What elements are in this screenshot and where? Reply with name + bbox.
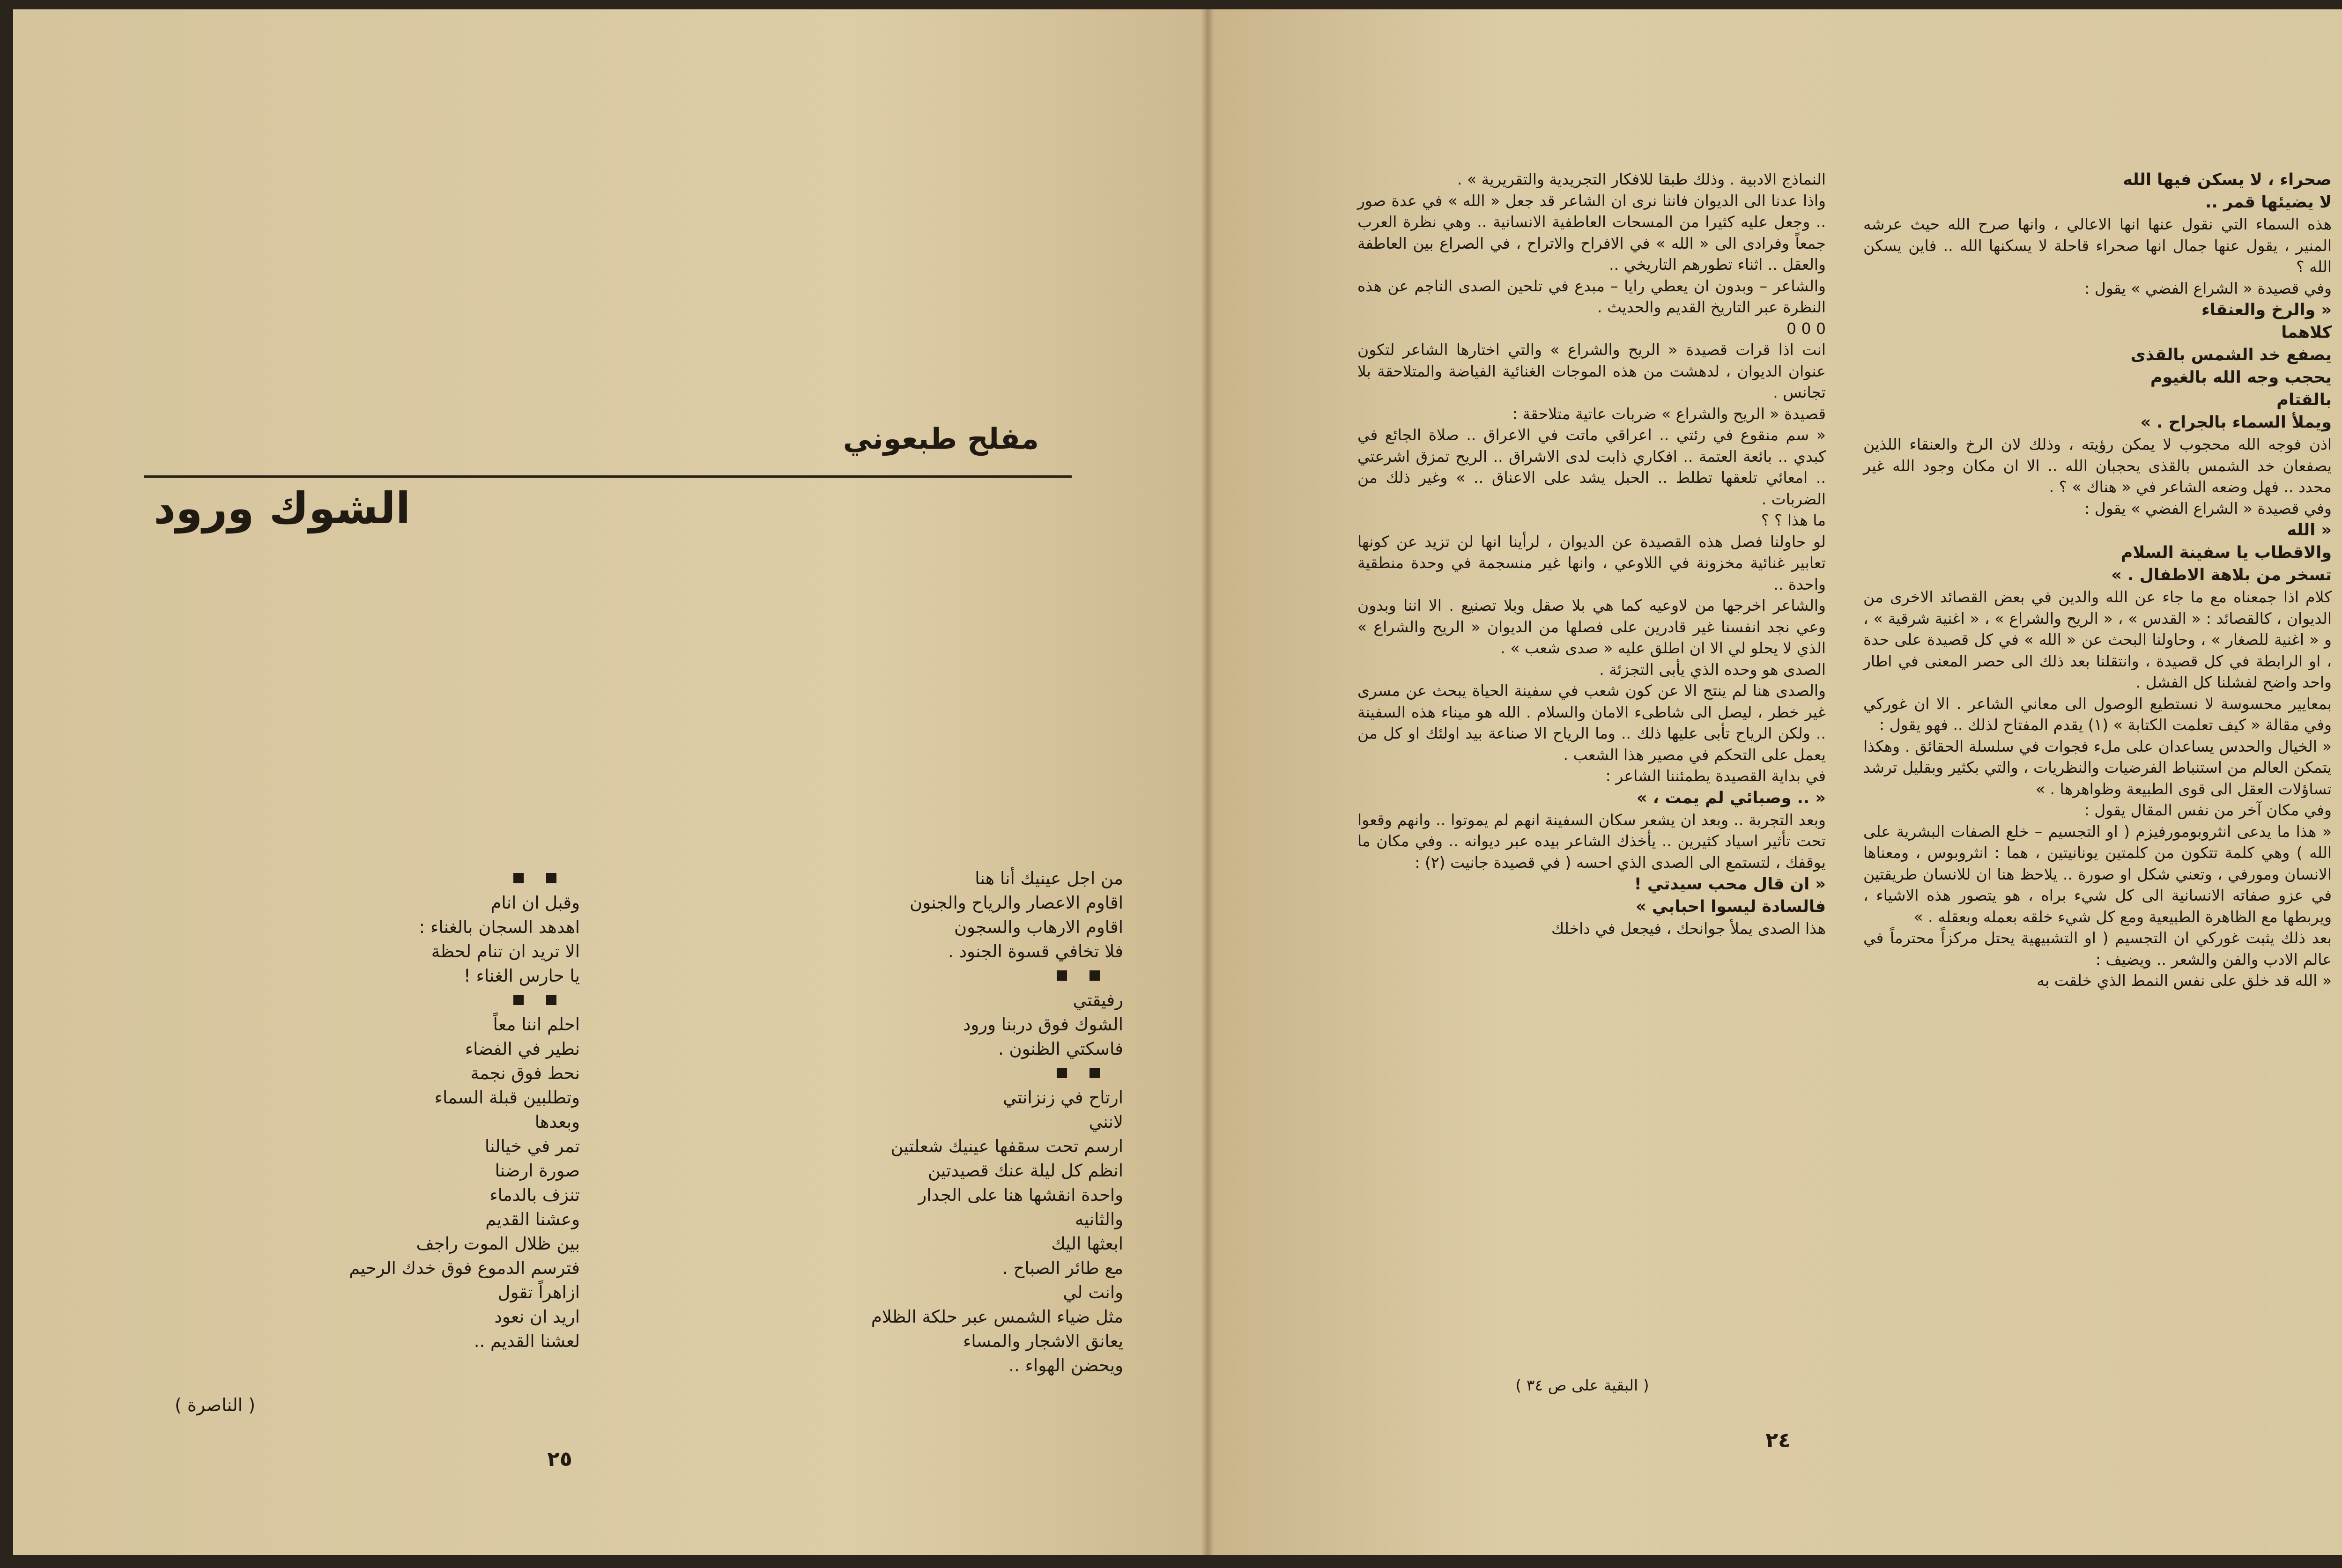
poem-column-left: [215, 866, 580, 1354]
article-paragraph: لو حاولنا فصل هذه القصيدة عن الديوان ، لرأينا انها لن تزيد عن كونها تعابير غنائية مخزونة في اللاوعي ، وانها غير منسجمة في وحدة منطقية واحدة ..: [1357, 532, 1826, 593]
article-paragraph: وفي مكان آخر من نفس المقال يقول :: [2084, 801, 2332, 819]
article-paragraph: بعد ذلك يثبت غوركي ان التجسيم ( او التشبيهية يحتل مركزاً محترماً في عالم الادب والفن والشعر .. ويضيف :: [1863, 929, 2332, 969]
article-column-left: [1357, 169, 1826, 939]
article-paragraph: قصيدة « الريح والشراع » ضربات عاتية متلاحقة :: [1512, 404, 1826, 423]
article-paragraph: انت اذا قرات قصيدة « الريح والشراع » والتي اختارها الشاعر لتكون عنوان الديوان ، لدهشت من هذه الموجات الغنائية الفياضة والمتلاحقة بلا تجانس .: [1357, 340, 1826, 401]
poem-line: تنزف بالدماء: [489, 1185, 580, 1205]
article-paragraph: « الله قد خلق على نفس النمط الذي خلقت به: [2037, 971, 2332, 990]
poem-line: لانني: [1089, 1112, 1123, 1132]
right-page: [1208, 9, 2342, 1555]
poem-line: لعشنا القديم ..: [474, 1331, 580, 1351]
page-number-left: ٢٥: [547, 1447, 572, 1471]
continued-note: ( البقية على ص ٣٤ ): [1515, 1376, 1649, 1394]
quoted-verse-line: تسخر من بلاهة الاطفال . »: [2111, 566, 2332, 584]
poem-line: انظم كل ليلة عنك قصيدتين: [927, 1161, 1123, 1181]
poem-line: وقبل ان انام: [490, 893, 580, 913]
magazine-spread: [13, 9, 2342, 1555]
article-paragraph: الصدى هو وحده الذي يأبى التجزئة .: [1599, 660, 1826, 679]
poem-line: صورة ارضنا: [495, 1161, 580, 1181]
poem-line: فاسكتي الظنون .: [998, 1039, 1123, 1059]
poem-line: اقاوم الارهاب والسجون: [954, 917, 1123, 937]
article-paragraph: « هذا ما يدعى انثروبومورفيزم ( او التجسيم – خلع الصفات البشرية على الله ) وهي كلمة تتكون من كلمتين يونانيتين ، هما : انثروبوس ، ومعناها الانسان ومورفي ، وتعني شكل او صورة .. يلاحظ هنا ان للانسان طريقتين في عزو صفاته الانسانية الى كل شيء براه ، هو يتصور هذه الاشياء ، ويربطها مع الظاهرة الطبيعية ومع كل شيء خلقه بعمله وبعقله . »: [1863, 822, 2332, 926]
article-paragraph: كلام اذا جمعناه مع ما جاء عن الله والدين في بعض القصائد الاخرى من الديوان ، كالقصائد : « القدس » ، « الريح والشراع » ، « اغنية شرقية » ، و « اغنية للصغار » ، وحاولنا البحث عن « الله » في كل قصيدة على حدة ، او الرابطة في كل قصيدة ، وانتقلنا بعد ذلك الى حصر المعنى في اطار واحد واضح لفشلنا كل الفشل .: [1863, 588, 2332, 691]
left-page: [13, 9, 1208, 1555]
poem-line: ازاهراً تقول: [497, 1282, 580, 1302]
article-paragraph: بمعايير محسوسة لا نستطيع الوصول الى معاني الشاعر . الا ان غوركي وفي مقالة « كيف تعلمت الكتابة » (١) يقدم المفتاح لذلك .. فهو يقول :: [1863, 694, 2332, 734]
poem-line: وعشنا القديم: [485, 1209, 580, 1229]
poem-line: يا حارس الغناء !: [463, 966, 580, 986]
quoted-verse-line: فالسادة ليسوا احبابي »: [1636, 897, 1826, 916]
quoted-verse-line: « الله: [2287, 521, 2332, 540]
quoted-verse-line: « ان قال محب سيدتي !: [1634, 875, 1826, 894]
article-paragraph: ما هذا ؟ ؟: [1761, 511, 1826, 529]
quoted-verse-line: كلاهما: [2281, 323, 2332, 342]
poem-line: اهدهد السجان بالغناء :: [419, 917, 580, 937]
poem-line: ابعثها اليك: [1051, 1234, 1123, 1254]
article-paragraph: في بداية القصيدة يطمئننا الشاعر :: [1605, 767, 1826, 785]
article-paragraph: وفي قصيدة « الشراع الفضي » يقول :: [2084, 279, 2332, 297]
stanza-separator: [739, 1061, 1123, 1086]
article-paragraph: 0 0 0: [1786, 319, 1826, 338]
article-paragraph: « سم منقوع في رئتي .. اعراقي ماتت في الاعراق .. صلاة الجائع في كبدي .. بائعة العتمة .. افكاري ذابت لدى الاشراق .. الريح تمزق اشرعتي .. امعائي تلعقها تطلط .. الحبل يشد على الاعناق .. » وغير ذلك من الضربات .: [1357, 426, 1826, 508]
poem-line: واحدة انقشها هنا على الجدار: [918, 1185, 1123, 1205]
article-paragraph: والصدى هنا لم ينتج الا عن كون شعب في سفينة الحياة يبحث عن مسرى غير خطر ، ليصل الى شاطىء الامان والسلام . الله هو ميناء هذه السفينة .. ولكن الرياح تأبى عليها ذلك .. وما الرياح الا صناعة بيد اولئك او كل من يعمل على التحكم في مصير هذا الشعب .: [1357, 681, 1826, 764]
poem-location: ( الناصرة ): [175, 1395, 256, 1415]
article-column-right: [1863, 169, 2332, 991]
title-rule: [144, 475, 1072, 478]
poem-title: الشوك ورود: [154, 483, 411, 533]
article-paragraph: هذا الصدى يملأ جوانحك ، فيجعل في داخلك: [1551, 919, 1826, 938]
quoted-verse-line: يصفع خد الشمس بالقذى: [2130, 346, 2332, 364]
poem-line: من اجل عينيك أنا هنا: [975, 868, 1123, 888]
article-paragraph: هذه السماء التي نقول عنها انها الاعالي ، وانها صرح الله حيث عرشه المنير ، يقول عنها جمال انها صحراء قاحلة لا يسكنها الله .. فاين يسكن الله ؟: [1863, 215, 2332, 276]
stanza-separator: [215, 988, 580, 1013]
poem-line: وتطلبين قبلة السماء: [434, 1087, 580, 1108]
poem-line: تمر في خيالنا: [484, 1136, 580, 1156]
poem-line: يعانق الاشجار والمساء: [963, 1331, 1123, 1351]
poem-line: نحط فوق نجمة: [470, 1063, 580, 1083]
poem-line: فترسم الدموع فوق خدك الرحيم: [349, 1258, 580, 1278]
quoted-verse-line: ويملأ السماء بالجراح . »: [2140, 413, 2332, 432]
quoted-verse-line: صحراء ، لا يسكن فيها الله: [2123, 170, 2332, 189]
quoted-verse-line: والاقطاب يا سفينة السلام: [2120, 543, 2332, 562]
poem-line: مثل ضياء الشمس عبر حلكة الظلام: [871, 1307, 1123, 1327]
article-paragraph: وفي قصيدة « الشراع الفضي » يقول :: [2084, 499, 2332, 518]
poem-line: ويحضن الهواء ..: [1008, 1355, 1123, 1376]
poem-line: ارسم تحت سقفها عينيك شعلتين: [890, 1136, 1123, 1156]
article-paragraph: والشاعر اخرجها من لاوعيه كما هي بلا صقل وبلا تصنيع . الا اننا وبدون وعي نجد انفسنا غير قادرين على فصلها من الديوان « الريح والشراع » الذي لا يحلو لي الا ان اطلق عليه « صدى شعب » .: [1357, 596, 1826, 657]
quoted-verse-line: لا يضيئها قمر ..: [2205, 193, 2332, 212]
poem-line: بين ظلال الموت راجف: [416, 1234, 580, 1254]
poem-line: اريد ان نعود: [494, 1307, 580, 1327]
poem-line: وبعدها: [534, 1112, 580, 1132]
poem-column-right: [739, 866, 1123, 1378]
poem-line: الا تريد ان تنام لحظة: [431, 941, 580, 962]
quoted-verse-line: « .. وصبائي لم يمت ، »: [1636, 788, 1826, 807]
poem-line: الشوك فوق دربنا ورود: [963, 1014, 1123, 1035]
poem-line: ارتاح في زنزانتي: [1003, 1087, 1123, 1108]
author-name: مفلح طبعوني: [843, 422, 1039, 456]
poem-line: اقاوم الاعصار والرياح والجنون: [909, 893, 1123, 913]
article-paragraph: النماذج الادبية . وذلك طبقا للافكار التجريدية والتقريرية » .: [1457, 170, 1826, 188]
quoted-verse-line: يحجب وجه الله بالغيوم: [2150, 368, 2332, 387]
article-paragraph: واذا عدنا الى الديوان فاننا نرى ان الشاعر قد جعل « الله » في عدة صور .. وجعل عليه كثيرا من المسحات العاطفية الانسانية .. وهي نظرة العرب جمعاً وفرادى الى « الله » في الافراح والاتراح ، في الصراع بين العاطفة والعقل .. اثناء تطورهم التاريخي ..: [1357, 191, 1826, 274]
poem-line: احلم اننا معاً: [493, 1014, 580, 1035]
poem-line: مع طائر الصباح .: [1002, 1258, 1123, 1278]
poem-line: فلا تخافي قسوة الجنود .: [948, 941, 1123, 962]
page-number-right: ٢٤: [1765, 1428, 1791, 1452]
quoted-verse-line: « والرخ والعنقاء: [2201, 301, 2332, 319]
stanza-separator: [739, 964, 1123, 988]
poem-line: والثانيه: [1075, 1209, 1123, 1229]
poem-line: وانت لي: [1063, 1282, 1123, 1302]
quoted-verse-line: بالقتام: [2276, 391, 2332, 409]
poem-line: رفيقتي: [1073, 990, 1123, 1010]
article-paragraph: « الخيال والحدس يساعدان على ملء فجوات في سلسلة الحقائق . وهكذا يتمكن العالم من استنباط الفرضيات والنظريات ، والتي بكثير وبقليل ترشد تساؤلات العقل الى قوى الطبيعة وظواهرها . »: [1863, 737, 2332, 798]
poem-line: نطير في الفضاء: [465, 1039, 580, 1059]
article-paragraph: وبعد التجربة .. وبعد ان يشعر سكان السفينة انهم لم يموتوا .. وانهم وقعوا تحت تأثير اسياد كثيرين .. يأخذك الشاعر بيده عبر ديوانه .. وفي مكان ما يوقفك ، لتستمع الى الصدى الذي احسه ( في قصيدة جانيت (٢) :: [1357, 810, 1826, 872]
stanza-separator: [215, 866, 580, 891]
article-paragraph: اذن فوجه الله محجوب لا يمكن رؤيته ، وذلك لان الرخ والعنقاء اللذين يصفعان خد الشمس بالقذى يحجبان الله .. الا ان مكان وجود الله غير محدد .. فهل وضعه الشاعر في « هناك » ؟ .: [1863, 435, 2332, 496]
article-paragraph: والشاعر – وبدون ان يعطي رايا – مبدع في تلحين الصدى الناجم عن هذه النظرة عبر التاريخ القديم والحديث .: [1357, 276, 1826, 316]
center-gutter: [1201, 9, 1214, 1555]
